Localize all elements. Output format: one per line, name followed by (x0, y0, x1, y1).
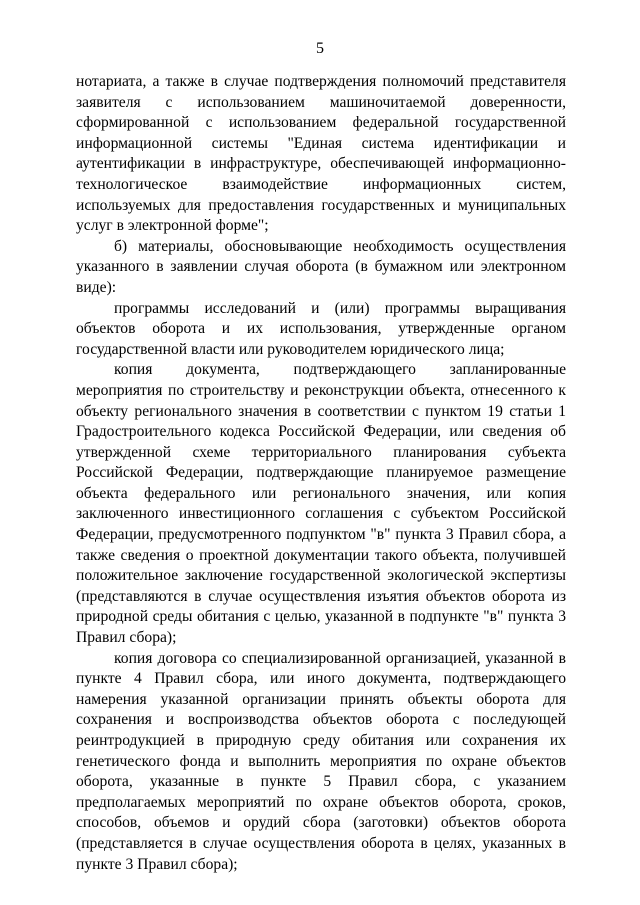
paragraph-notary-continuation: нотариата, а также в случае подтверждения полномочий представителя заявителя с использованием машиночитаемой доверенности, сформированной с использованием федеральной государственной информационной системы "Единая система идентификации и аутентификации в инфраструктуре, обеспечивающей информационно-технологическое взаимодействие информационных систем, используемых для предоставления государственных и муниципальных услуг в электронной форме"; (76, 73, 566, 235)
paragraph-construction-document: копия документа, подтверждающего запланированные мероприятия по строительству и реконструкции объекта, отнесенного к объекту регионального значения в соответствии с пунктом 19 статьи 1 Градостроительного кодекса Российской Федерации, или сведения об утвержденной схеме территориального планирования субъекта Российской Федерации, подтверждающие планируемое размещение объекта федерального или регионального значения, или копия заключенного инвестиционного соглашения с субъектом Российской Федерации, предусмотренного подпунктом "в" пункта 3 Правил сбора, а также сведения о проектной документации такого объекта, получившей положительное заключение государственной экологической экспертизы (представляются в случае осуществления изъятия объектов оборота из природной среды обитания с целью, указанной в подпункте "в" пункта 3 Правил сбора); (76, 361, 566, 647)
page-number: 5 (316, 40, 324, 57)
paragraph-materials: б) материалы, обосновывающие необходимость осуществления указанного в заявлении случая оборота (в бумажном или электронном виде): (76, 237, 566, 296)
document-body (76, 72, 566, 875)
paragraph-research-programs: программы исследований и (или) программы выращивания объектов оборота и их использования, утвержденные органом государственной власти или руководителем юридического лица; (76, 299, 566, 358)
paragraph-contract-copy: копия договора со специализированной организацией, указанной в пункте 4 Правил сбора, или иного документа, подтверждающего намерения указанной организации принять объекты оборота для сохранения и воспроизводства объектов оборота с последующей реинтродукцией в природную среду обитания или сохранения их генетического фонда и выполнить мероприятия по охране объектов оборота, указанные в пункте 5 Правил сбора, с указанием предполагаемых мероприятий по охране объектов оборота, сроков, способов, объемов и орудий сбора (заготовки) объектов оборота (представляется в случае осуществления оборота в целях, указанных в пункте 3 Правил сбора); (76, 649, 566, 873)
